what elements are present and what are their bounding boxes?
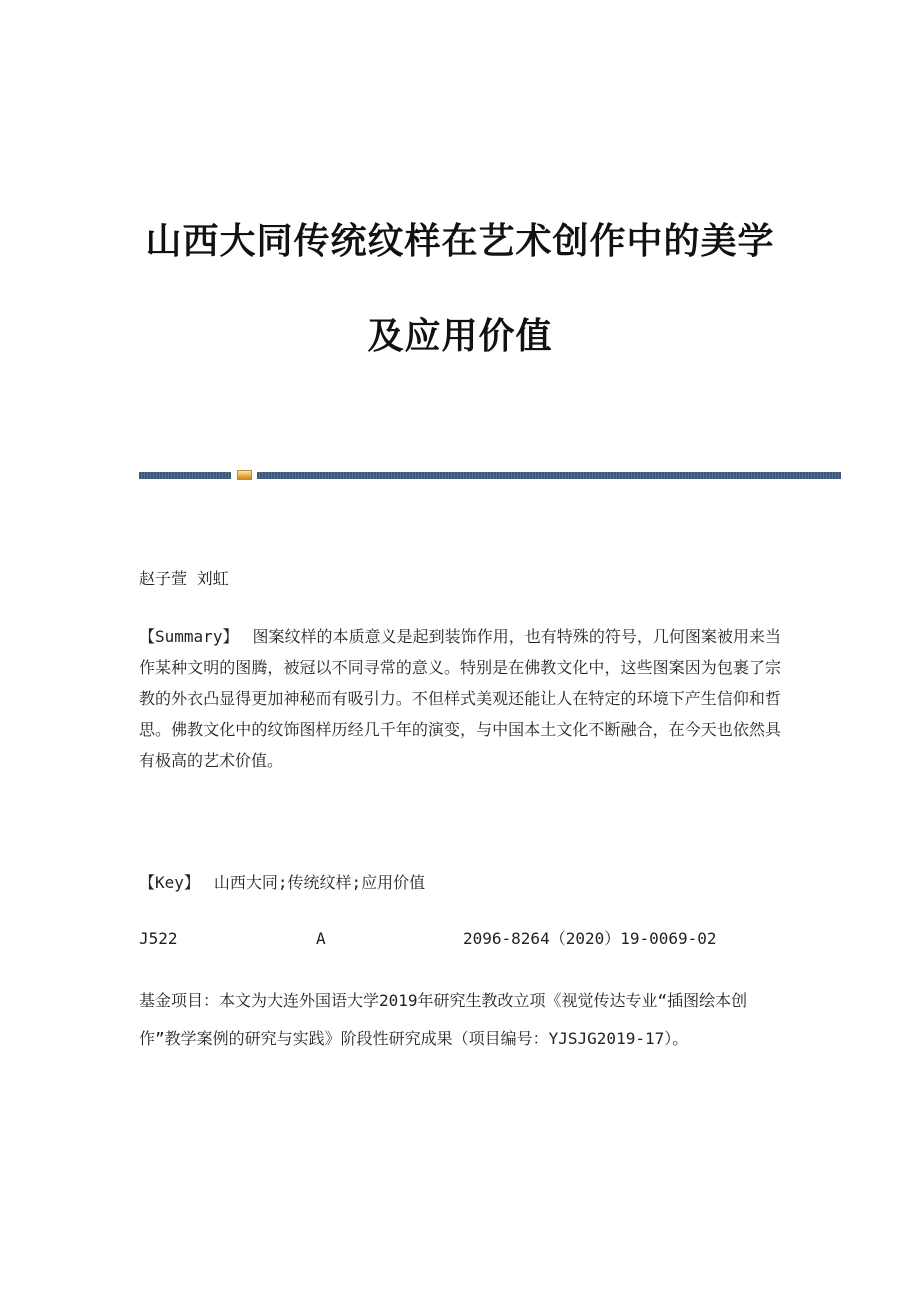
title-line-1: 山西大同传统纹样在艺术创作中的美学 [145, 220, 775, 262]
ornament-icon [237, 470, 252, 480]
classification-line [139, 926, 781, 952]
summary-label: 【Summary】 [139, 627, 239, 646]
divider-bar-right [257, 472, 841, 479]
document-code: A [316, 929, 326, 948]
clc-number: J522 [139, 929, 178, 948]
title-line-2: 及应用价值 [367, 315, 553, 357]
keywords-text: 山西大同;传统纹样;应用价值 [213, 873, 426, 892]
authors: 赵子萱 刘虹 [139, 569, 229, 588]
keywords-line [139, 870, 781, 896]
divider-bar-left [139, 472, 231, 479]
decorative-divider [139, 470, 841, 480]
fund-project: 基金项目：本文为大连外国语大学2019年研究生教改立项《视觉传达专业“插图绘本创作”教学案例的研究与实践》阶段性研究成果（项目编号：YJSJG2019-17）。 [139, 991, 748, 1048]
article-id: 2096-8264（2020）19-0069-02 [463, 929, 717, 948]
keywords-label: 【Key】 [139, 873, 200, 892]
summary-paragraph [139, 621, 781, 776]
summary-text: 图案纹样的本质意义是起到装饰作用，也有特殊的符号，几何图案被用来当作某种文明的图腾，被冠以不同寻常的意义。特别是在佛教文化中，这些图案因为包裹了宗教的外衣凸显得更加神秘而有吸引力。不但样式美观还能让人在特定的环境下产生信仰和哲思。佛教文化中的纹饰图样历经几千年的演变，与中国本土文化不断融合，在今天也依然具有极高的艺术价值。 [139, 627, 781, 770]
